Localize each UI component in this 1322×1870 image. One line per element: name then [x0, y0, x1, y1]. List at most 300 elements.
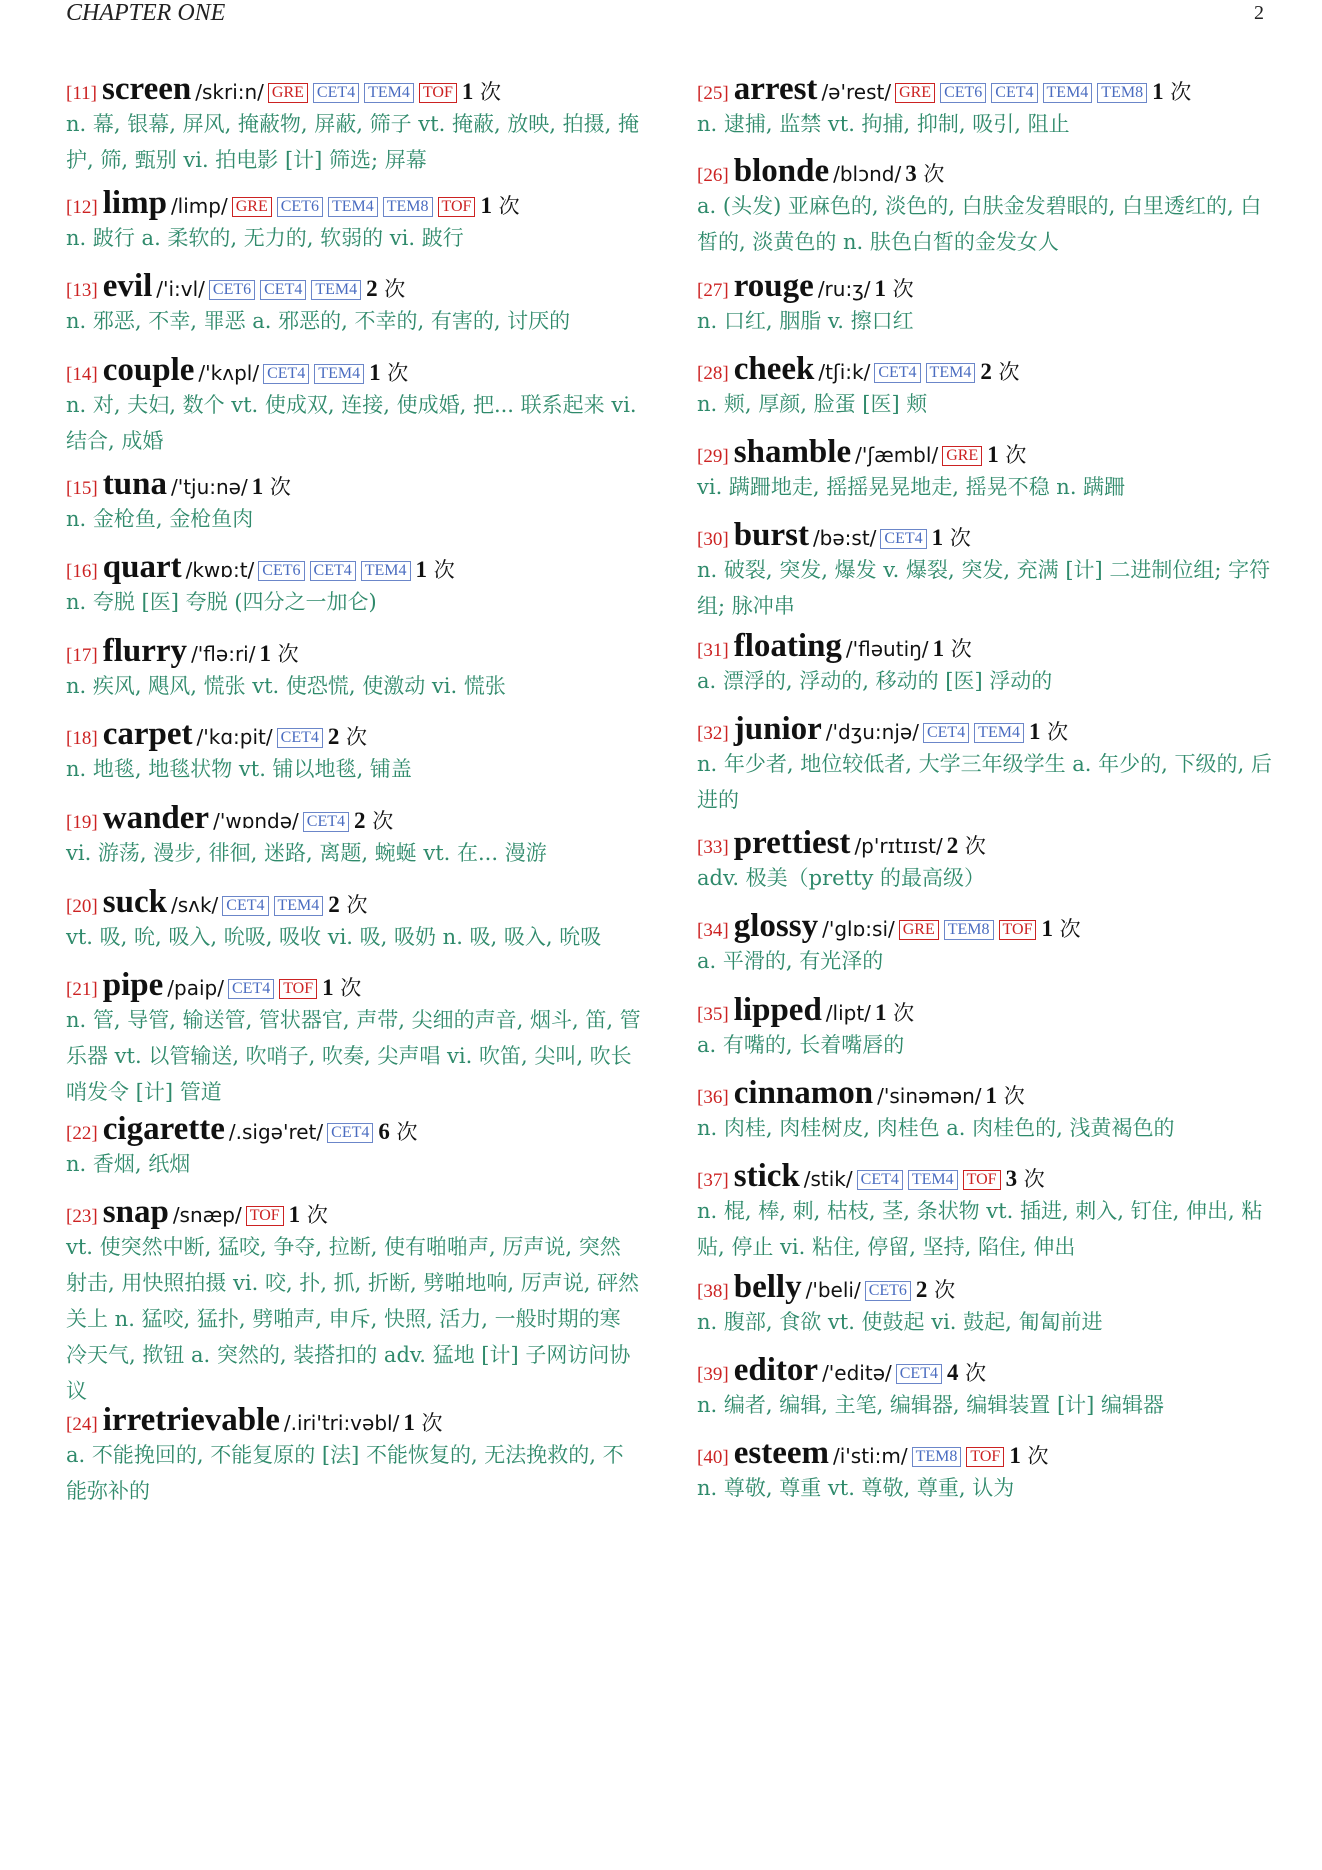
entry-index: [37] — [697, 1170, 729, 1191]
count-unit: 次 — [1020, 1444, 1049, 1468]
entry-index: [15] — [66, 478, 98, 499]
phonetic: /bə:st/ — [812, 526, 877, 550]
headword: wander — [102, 800, 210, 836]
count-number: 1 — [874, 276, 886, 301]
count-number: 1 — [461, 79, 474, 104]
exam-tag-tem4: TEM4 — [926, 363, 976, 383]
definition: n. 管, 导管, 输送管, 管状器官, 声带, 尖细的声音, 烟斗, 笛, 管乐器 vt. 以管输送, 吹哨子, 吹奏, 尖声唱 vi. 吹笛, 尖叫, 吹长哨发令 [计] 管道 — [66, 1008, 641, 1104]
entry-headline — [697, 629, 1277, 663]
exam-tag-gre: GRE — [895, 83, 935, 103]
count-unit: 次 — [944, 637, 972, 661]
entry-index: [11] — [66, 83, 97, 104]
count-unit: 次 — [333, 976, 362, 1000]
phonetic: /'beli/ — [805, 1278, 861, 1302]
phonetic: /'i:vl/ — [156, 277, 205, 301]
headword: floating — [733, 628, 842, 664]
exam-tag-cet4: CET4 — [260, 280, 306, 300]
exam-tag-cet4: CET4 — [277, 728, 323, 748]
occurrence-count — [369, 361, 408, 385]
count-unit: 次 — [1052, 917, 1081, 941]
exam-tag-tof: TOF — [999, 920, 1037, 940]
exam-tag-cet4: CET4 — [263, 364, 309, 384]
exam-tag-tem8: TEM8 — [383, 197, 433, 217]
count-unit: 次 — [997, 1084, 1025, 1108]
entry-headline — [697, 1353, 1277, 1387]
phonetic: /'fləutiŋ/ — [845, 637, 929, 661]
exam-tag-cet4: CET4 — [310, 561, 356, 581]
vocab-entry — [697, 352, 1277, 422]
phonetic: /blɔnd/ — [833, 162, 902, 186]
entry-headline — [697, 993, 1277, 1027]
headword: lipped — [733, 992, 822, 1028]
exam-tag-cet4: CET4 — [857, 1170, 903, 1190]
occurrence-count — [378, 1120, 417, 1144]
entry-index: [17] — [66, 645, 98, 666]
vocab-entry — [66, 186, 646, 256]
count-unit: 次 — [339, 725, 368, 749]
occurrence-count — [1041, 917, 1080, 941]
headword: shamble — [733, 434, 852, 470]
headword: burst — [733, 517, 809, 553]
phonetic: /kwɒ:t/ — [185, 558, 255, 582]
count-number: 2 — [327, 724, 340, 749]
entry-headline — [697, 909, 1277, 943]
vocab-entry — [697, 1270, 1277, 1340]
definition: a. 有嘴的, 长着嘴唇的 — [697, 1033, 905, 1057]
phonetic: /'flə:ri/ — [191, 642, 256, 666]
definition: n. 口红, 胭脂 v. 擦口红 — [697, 309, 914, 333]
vocab-entry — [66, 1195, 646, 1409]
definition: n. 跛行 a. 柔软的, 无力的, 软弱的 vi. 跛行 — [66, 226, 464, 250]
count-unit: 次 — [1017, 1167, 1045, 1191]
entry-headline — [697, 1076, 1277, 1110]
count-number: 2 — [915, 1277, 928, 1302]
count-number: 1 — [415, 557, 428, 582]
vocab-entry — [697, 712, 1277, 818]
occurrence-count — [1029, 720, 1068, 744]
exam-tag-cet6: CET6 — [865, 1281, 911, 1301]
phonetic: /ə'rest/ — [821, 80, 892, 104]
occurrence-count — [905, 162, 944, 186]
headword: limp — [102, 185, 167, 221]
entry-headline — [697, 1270, 1277, 1304]
count-unit: 次 — [427, 558, 455, 582]
count-unit: 次 — [389, 1120, 418, 1144]
entry-index: [21] — [66, 979, 98, 1000]
exam-tag-cet4: CET4 — [874, 363, 920, 383]
definition: a. (头发) 亚麻色的, 淡色的, 白肤金发碧眼的, 白里透红的, 白皙的, 淡黄色的 n. 肤色白皙的金发女人 — [697, 194, 1262, 254]
count-unit: 次 — [270, 642, 299, 666]
exam-tag-gre: GRE — [268, 83, 308, 103]
occurrence-count — [322, 976, 361, 1000]
entry-headline — [697, 1436, 1277, 1470]
occurrence-count — [252, 475, 291, 499]
count-number: 1 — [874, 1000, 887, 1025]
exam-tag-cet4: CET4 — [313, 83, 359, 103]
count-unit: 次 — [943, 526, 971, 550]
count-number: 1 — [1152, 79, 1164, 104]
count-unit: 次 — [1040, 720, 1069, 744]
count-unit: 次 — [491, 194, 520, 218]
exam-tag-tem4: TEM4 — [311, 280, 361, 300]
occurrence-count — [328, 725, 367, 749]
definition: adv. 极美（pretty 的最高级） — [697, 866, 986, 890]
phonetic: /'ʃæmbl/ — [855, 443, 939, 467]
headword: evil — [102, 268, 153, 304]
vocab-entry — [697, 826, 1277, 896]
occurrence-count — [875, 1001, 914, 1025]
occurrence-count — [947, 1361, 986, 1385]
occurrence-count — [932, 526, 971, 550]
count-number: 6 — [378, 1119, 390, 1144]
headword: glossy — [733, 908, 819, 944]
entry-headline — [697, 826, 1277, 860]
occurrence-count — [462, 80, 501, 104]
entry-index: [13] — [66, 280, 98, 301]
occurrence-count — [328, 893, 367, 917]
vocab-entry — [66, 467, 646, 537]
headword: arrest — [733, 71, 818, 107]
entry-headline — [697, 352, 1277, 386]
entry-headline — [66, 1403, 646, 1437]
entry-index: [40] — [697, 1447, 729, 1468]
exam-tag-tem4: TEM4 — [328, 197, 378, 217]
entry-index: [24] — [66, 1414, 98, 1435]
entry-headline — [66, 467, 646, 501]
phonetic: /.sigə'ret/ — [228, 1120, 324, 1144]
exam-tag-tof: TOF — [966, 1447, 1004, 1467]
definition: n. 编者, 编辑, 主笔, 编辑器, 编辑装置 [计] 编辑器 — [697, 1393, 1165, 1417]
entry-index: [35] — [697, 1004, 729, 1025]
vocab-entry — [697, 72, 1277, 142]
phonetic: /sʌk/ — [170, 893, 219, 917]
vocab-entry — [66, 1112, 646, 1182]
entry-headline — [66, 353, 646, 387]
count-number: 1 — [322, 975, 334, 1000]
count-number: 3 — [1005, 1166, 1018, 1191]
occurrence-count — [980, 360, 1019, 384]
headword: quart — [102, 549, 182, 585]
entry-index: [23] — [66, 1206, 98, 1227]
definition: vi. 游荡, 漫步, 徘徊, 迷路, 离题, 蜿蜒 vt. 在... 漫游 — [66, 841, 547, 865]
page-header — [0, 0, 1322, 40]
headword: esteem — [733, 1435, 830, 1471]
count-number: 3 — [905, 161, 917, 186]
vocab-entry — [66, 634, 646, 704]
entry-headline — [66, 186, 646, 220]
count-number: 1 — [369, 360, 381, 385]
occurrence-count — [1009, 1444, 1048, 1468]
count-number: 2 — [980, 359, 992, 384]
vocab-entry — [697, 269, 1277, 339]
vocab-entry — [66, 550, 646, 620]
definition: n. 对, 夫妇, 数个 vt. 使成双, 连接, 使成婚, 把... 联系起来 vi. 结合, 成婚 — [66, 393, 637, 453]
vocab-entry — [697, 1353, 1277, 1423]
phonetic: /'sinəmən/ — [877, 1084, 982, 1108]
exam-tag-tem4: TEM4 — [274, 896, 324, 916]
headword: blonde — [733, 153, 830, 189]
entry-index: [20] — [66, 896, 98, 917]
count-number: 1 — [1041, 916, 1053, 941]
occurrence-count — [986, 1084, 1025, 1108]
exam-tag-tem4: TEM4 — [1043, 83, 1093, 103]
exam-tag-cet4: CET4 — [303, 812, 349, 832]
occurrence-count — [933, 637, 972, 661]
entry-headline — [66, 1112, 646, 1146]
exam-tag-cet6: CET6 — [277, 197, 323, 217]
entry-index: [34] — [697, 920, 729, 941]
phonetic: /'wɒndə/ — [213, 809, 299, 833]
exam-tag-tem4: TEM4 — [364, 83, 414, 103]
definition: a. 漂浮的, 浮动的, 移动的 [医] 浮动的 — [697, 669, 1053, 693]
headword: prettiest — [733, 825, 851, 861]
exam-tag-cet6: CET6 — [258, 561, 304, 581]
exam-tag-tem4: TEM4 — [908, 1170, 958, 1190]
entry-headline — [66, 801, 646, 835]
count-number: 2 — [366, 276, 378, 301]
definition: n. 地毯, 地毯状物 vt. 铺以地毯, 铺盖 — [66, 757, 412, 781]
vocab-entry — [697, 1076, 1277, 1146]
headword: screen — [102, 71, 192, 107]
entry-index: [38] — [697, 1281, 729, 1302]
phonetic: /'kɑ:pit/ — [196, 725, 273, 749]
count-number: 1 — [1009, 1443, 1021, 1468]
phonetic: /.iri'tri:vəbl/ — [283, 1411, 400, 1435]
phonetic: /'kʌpl/ — [198, 361, 260, 385]
exam-tag-gre: GRE — [232, 197, 272, 217]
exam-tag-tof: TOF — [246, 1206, 284, 1226]
entry-index: [32] — [697, 723, 729, 744]
entry-index: [16] — [66, 561, 98, 582]
count-unit: 次 — [958, 1361, 987, 1385]
definition: n. 破裂, 突发, 爆发 v. 爆裂, 突发, 充满 [计] 二进制位组; 字符组; 脉冲串 — [697, 558, 1271, 618]
entry-index: [22] — [66, 1123, 98, 1144]
entry-index: [18] — [66, 728, 98, 749]
vocab-entry — [697, 909, 1277, 979]
phonetic: /snæp/ — [172, 1203, 242, 1227]
vocab-entry — [66, 72, 646, 178]
count-number: 1 — [1028, 719, 1041, 744]
exam-tag-cet4: CET4 — [880, 529, 926, 549]
entry-headline — [66, 885, 646, 919]
occurrence-count — [480, 194, 519, 218]
exam-tag-tem8: TEM8 — [1097, 83, 1147, 103]
entry-index: [31] — [697, 640, 729, 661]
count-unit: 次 — [1163, 80, 1192, 104]
exam-tag-cet6: CET6 — [940, 83, 986, 103]
headword: suck — [102, 884, 167, 920]
vocab-entry — [697, 1436, 1277, 1506]
definition: vt. 使突然中断, 猛咬, 争夺, 拉断, 使有啪啪声, 厉声说, 突然射击, 用快照拍摄 vi. 咬, 扑, 抓, 折断, 劈啪地响, 厉声说, 砰然关上 n. 猛咬, 猛扑, 劈啪声, 申斥, 快照, 活力, 一般时期的寒冷天气, 揿钮 a. 突然的, 装搭扣的 adv. 猛地 [计] 子网访问协议 — [66, 1235, 640, 1403]
exam-tag-tof: TOF — [438, 197, 476, 217]
entry-headline — [66, 269, 646, 303]
exam-tag-gre: GRE — [942, 446, 982, 466]
exam-tag-cet4: CET4 — [991, 83, 1037, 103]
exam-tag-cet4: CET4 — [327, 1123, 373, 1143]
definition: n. 夸脱 [医] 夸脱 (四分之一加仑) — [66, 590, 377, 614]
phonetic: /limp/ — [170, 194, 228, 218]
count-number: 1 — [987, 442, 999, 467]
definition: a. 平滑的, 有光泽的 — [697, 949, 884, 973]
count-number: 2 — [946, 833, 959, 858]
phonetic: /skri:n/ — [195, 80, 264, 104]
occurrence-count — [403, 1411, 442, 1435]
headword: junior — [733, 711, 822, 747]
count-unit: 次 — [958, 834, 986, 858]
definition: n. 疾风, 飓风, 慌张 vt. 使恐慌, 使激动 vi. 慌张 — [66, 674, 506, 698]
exam-tag-tof: TOF — [279, 979, 317, 999]
entry-index: [26] — [697, 165, 729, 186]
exam-tag-tem8: TEM8 — [912, 1447, 962, 1467]
headword: flurry — [102, 633, 188, 669]
count-number: 1 — [251, 474, 264, 499]
headword: cigarette — [102, 1111, 225, 1147]
definition: vi. 蹒跚地走, 摇摇晃晃地走, 摇晃不稳 n. 蹒跚 — [697, 475, 1126, 499]
count-number: 1 — [288, 1202, 301, 1227]
entry-headline — [66, 1195, 646, 1229]
phonetic: /ru:ʒ/ — [817, 277, 871, 301]
count-unit: 次 — [991, 360, 1020, 384]
entry-headline — [66, 717, 646, 751]
exam-tag-cet4: CET4 — [228, 979, 274, 999]
entry-index: [14] — [66, 364, 98, 385]
headword: pipe — [102, 967, 164, 1003]
entry-headline — [66, 550, 646, 584]
entry-index: [19] — [66, 812, 98, 833]
occurrence-count — [987, 443, 1026, 467]
entry-headline — [697, 1159, 1277, 1193]
exam-tag-tem4: TEM4 — [361, 561, 411, 581]
vocab-entry — [66, 801, 646, 871]
exam-tag-cet4: CET4 — [896, 1364, 942, 1384]
occurrence-count — [1152, 80, 1191, 104]
count-number: 4 — [946, 1360, 959, 1385]
phonetic: /stik/ — [803, 1167, 853, 1191]
vocab-entry — [697, 518, 1277, 624]
headword: belly — [733, 1269, 802, 1305]
count-number: 1 — [931, 525, 944, 550]
headword: stick — [733, 1158, 800, 1194]
definition: n. 肉桂, 肉桂树皮, 肉桂色 a. 肉桂色的, 浅黄褐色的 — [697, 1116, 1175, 1140]
phonetic: /'editə/ — [822, 1361, 892, 1385]
occurrence-count — [289, 1203, 328, 1227]
exam-tag-tem8: TEM8 — [944, 920, 994, 940]
entry-index: [39] — [697, 1364, 729, 1385]
headword: cheek — [733, 351, 815, 387]
occurrence-count — [874, 277, 913, 301]
vocab-entry — [697, 1159, 1277, 1265]
phonetic: /'tju:nə/ — [170, 475, 248, 499]
entry-headline — [66, 968, 646, 1002]
occurrence-count — [1006, 1167, 1045, 1191]
headword: cinnamon — [733, 1075, 874, 1111]
count-number: 2 — [328, 892, 340, 917]
vocab-entry — [66, 353, 646, 459]
exam-tag-tem4: TEM4 — [974, 723, 1024, 743]
occurrence-count — [366, 277, 405, 301]
definition: a. 不能挽回的, 不能复原的 [法] 不能恢复的, 无法挽救的, 不能弥补的 — [66, 1443, 624, 1503]
phonetic: /'dʒu:njə/ — [825, 720, 919, 744]
definition: n. 颊, 厚颜, 脸蛋 [医] 颊 — [697, 392, 928, 416]
vocab-entry — [66, 968, 646, 1110]
count-unit: 次 — [300, 1203, 328, 1227]
headword: irretrievable — [102, 1402, 280, 1438]
definition: n. 逮捕, 监禁 vt. 拘捕, 抑制, 吸引, 阻止 — [697, 112, 1070, 136]
entry-headline — [66, 634, 646, 668]
phonetic: /i'sti:m/ — [833, 1444, 908, 1468]
definition: n. 尊敬, 尊重 vt. 尊敬, 尊重, 认为 — [697, 1476, 1015, 1500]
page-number: 2 — [1254, 2, 1264, 24]
exam-tag-cet4: CET4 — [222, 896, 268, 916]
entry-headline — [697, 154, 1277, 188]
definition: n. 年少者, 地位较低者, 大学三年级学生 a. 年少的, 下级的, 后进的 — [697, 752, 1272, 812]
definition: n. 邪恶, 不幸, 罪恶 a. 邪恶的, 不幸的, 有害的, 讨厌的 — [66, 309, 571, 333]
occurrence-count — [259, 642, 298, 666]
count-number: 2 — [354, 808, 366, 833]
entry-index: [28] — [697, 363, 729, 384]
occurrence-count — [947, 834, 986, 858]
count-unit: 次 — [885, 277, 914, 301]
count-unit: 次 — [263, 475, 291, 499]
entry-index: [36] — [697, 1087, 729, 1108]
exam-tag-tem4: TEM4 — [314, 364, 364, 384]
count-number: 1 — [932, 636, 945, 661]
count-unit: 次 — [886, 1001, 915, 1025]
occurrence-count — [354, 809, 393, 833]
count-number: 1 — [259, 641, 271, 666]
occurrence-count — [416, 558, 455, 582]
entry-headline — [697, 435, 1277, 469]
phonetic: /'glɒ:si/ — [822, 917, 895, 941]
headword: couple — [102, 352, 195, 388]
count-number: 1 — [985, 1083, 998, 1108]
vocab-entry — [697, 629, 1277, 699]
count-number: 1 — [480, 193, 492, 218]
entry-index: [25] — [697, 83, 729, 104]
exam-tag-cet6: CET6 — [209, 280, 255, 300]
phonetic: /lipt/ — [825, 1001, 871, 1025]
exam-tag-cet4: CET4 — [923, 723, 969, 743]
exam-tag-gre: GRE — [899, 920, 939, 940]
vocab-entry — [697, 435, 1277, 505]
phonetic: /paip/ — [167, 976, 224, 1000]
count-unit: 次 — [998, 443, 1027, 467]
count-unit: 次 — [414, 1411, 443, 1435]
phonetic: /tʃi:k/ — [818, 360, 871, 384]
entry-index: [33] — [697, 837, 729, 858]
occurrence-count — [916, 1278, 955, 1302]
vocab-entry — [697, 154, 1277, 260]
count-number: 1 — [403, 1410, 415, 1435]
entry-index: [29] — [697, 446, 729, 467]
headword: carpet — [102, 716, 193, 752]
entry-index: [12] — [66, 197, 98, 218]
vocab-entry — [66, 717, 646, 787]
definition: n. 棍, 棒, 刺, 枯枝, 茎, 条状物 vt. 插进, 刺入, 钉住, 伸出, 粘贴, 停止 vi. 粘住, 停留, 坚持, 陷住, 伸出 — [697, 1199, 1263, 1259]
definition: n. 腹部, 食欲 vt. 使鼓起 vi. 鼓起, 匍匐前进 — [697, 1310, 1103, 1334]
exam-tag-tof: TOF — [963, 1170, 1001, 1190]
entry-index: [27] — [697, 280, 729, 301]
entry-headline — [697, 712, 1277, 746]
vocab-entry — [697, 993, 1277, 1063]
count-unit: 次 — [473, 80, 502, 104]
count-unit: 次 — [339, 893, 368, 917]
exam-tag-tof: TOF — [419, 83, 457, 103]
count-unit: 次 — [377, 277, 406, 301]
headword: tuna — [102, 466, 167, 502]
count-unit: 次 — [365, 809, 394, 833]
definition: n. 幕, 银幕, 屏风, 掩蔽物, 屏蔽, 筛子 vt. 掩蔽, 放映, 拍摄, 掩护, 筛, 甄别 vi. 拍电影 [计] 筛选; 屏幕 — [66, 112, 640, 172]
